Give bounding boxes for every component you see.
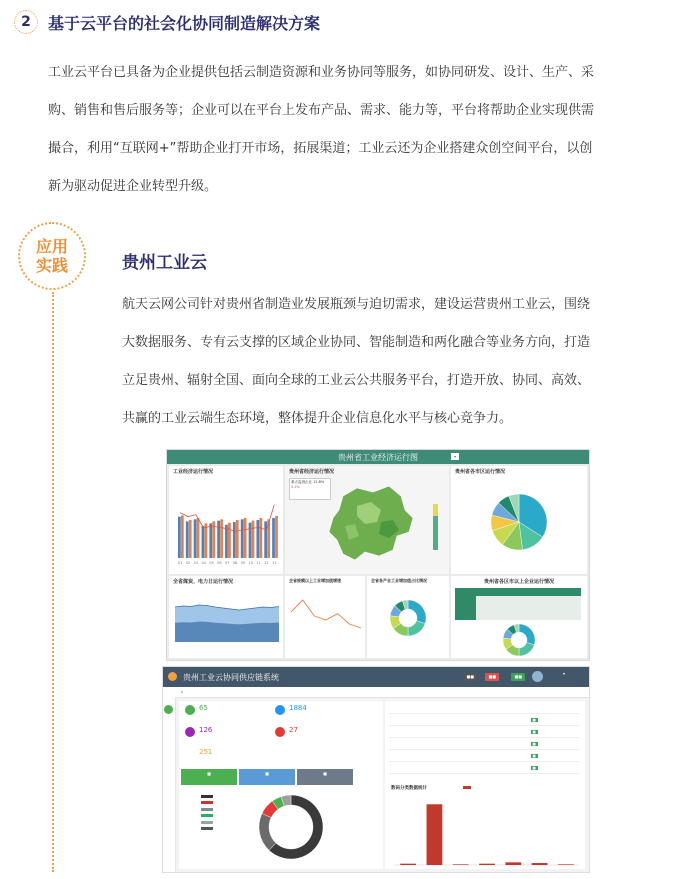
category-bar-chart <box>389 793 583 869</box>
table-cell <box>412 762 435 774</box>
table-cell <box>459 750 482 762</box>
table-cell <box>476 612 497 620</box>
table-cell <box>518 604 539 612</box>
table-row <box>389 714 579 726</box>
table-cell <box>482 762 505 774</box>
summary-tile[interactable]: ■ <box>297 769 353 785</box>
table-cell <box>459 714 482 726</box>
table-cell <box>389 750 412 762</box>
category-bar <box>453 864 469 865</box>
table-cell <box>412 750 435 762</box>
table-cell <box>412 738 435 750</box>
econ-tick-label: 05 <box>209 561 214 565</box>
chat-icon <box>185 705 195 715</box>
table-cell <box>505 762 528 774</box>
econ-tick-label: 08 <box>232 561 238 565</box>
industry-donut-chart <box>367 588 449 654</box>
intro-paragraph <box>48 54 648 206</box>
econ-bar <box>272 518 275 558</box>
donut-panel <box>367 576 449 658</box>
table-cell <box>455 604 476 612</box>
econ-bar <box>244 518 247 558</box>
table-cell <box>455 612 476 620</box>
econ-bar <box>202 526 205 558</box>
case-line: 大数据服务、专有云支撑的区域企业协同、智能制造和两化融合等业务方向，打造 <box>122 335 591 350</box>
pie-panel-title: 贵州省各市区运行情况 <box>455 469 506 475</box>
area-fill <box>175 622 279 642</box>
table-cell <box>436 705 459 714</box>
table-cell <box>389 726 412 738</box>
section-number: 2 <box>14 10 38 34</box>
supply-chain-dashboard-screenshot <box>162 666 590 873</box>
econ-bar <box>236 520 239 558</box>
donut-slice <box>519 642 534 656</box>
econ-bar <box>186 521 189 558</box>
econ-tick-label: 04 <box>201 561 206 565</box>
table-cell <box>497 612 518 620</box>
stat-value: 251 <box>199 748 213 756</box>
donut-slice <box>408 600 426 624</box>
summary-panel <box>179 701 383 869</box>
table-cell <box>560 604 581 612</box>
user-menu[interactable]: ▾ <box>562 671 565 676</box>
table-cell <box>389 762 412 774</box>
table-cell <box>505 714 528 726</box>
bar-chart-legend <box>463 785 472 789</box>
category-bar <box>558 864 574 865</box>
logo-icon <box>168 672 177 681</box>
table-cell <box>476 604 497 612</box>
table-row <box>455 588 581 596</box>
econ-bar <box>217 521 220 558</box>
map-info-value: 5.2% <box>291 485 300 489</box>
table-cell <box>482 726 505 738</box>
map-panel <box>285 466 449 574</box>
summary-tile[interactable]: ■ <box>239 769 295 785</box>
econ-bar <box>194 519 197 558</box>
table-cell <box>436 714 459 726</box>
pie-panel <box>451 466 587 574</box>
econ-panel-title: 工业经济运行情况 <box>173 469 214 475</box>
table-cell <box>539 596 560 604</box>
growth-line-chart <box>285 588 365 654</box>
row-action-button[interactable]: ■ <box>532 753 536 758</box>
table-cell <box>436 762 459 774</box>
province-map <box>285 466 449 574</box>
stat-value: 1884 <box>289 704 307 712</box>
row-action-button[interactable]: ■ <box>532 729 536 734</box>
stat-item <box>185 749 285 761</box>
dashboard-header <box>167 450 589 464</box>
badge-line-1: 应用 <box>35 237 68 256</box>
table-cell <box>459 762 482 774</box>
table-cell <box>476 596 497 604</box>
table-cell <box>505 705 528 714</box>
table-cell <box>389 705 412 714</box>
table-cell <box>518 612 539 620</box>
table-cell <box>497 604 518 612</box>
case-line: 立足贵州、辐射全国、面向全球的工业云公共服务平台，打造开放、协同、高效、 <box>122 373 591 388</box>
stat-value: 27 <box>289 726 298 734</box>
table-cell <box>518 588 539 596</box>
case-line: 共赢的工业云端生态环境，整体提升企业信息化水平与核心竞争力。 <box>122 411 513 426</box>
table-cell <box>529 750 580 762</box>
table-cell <box>497 588 518 596</box>
econ-tick-label: 10 <box>248 561 253 565</box>
category-bar <box>505 862 521 865</box>
side-rail <box>163 697 176 872</box>
econ-bar <box>233 522 236 558</box>
summary-tile[interactable]: ■ <box>181 769 237 785</box>
toolbar-button[interactable]: ■■ <box>463 673 477 681</box>
table-row <box>389 762 579 774</box>
table-panel <box>451 576 587 658</box>
stat-item <box>275 727 375 739</box>
power-area-chart <box>169 588 283 654</box>
table-cell <box>436 750 459 762</box>
table-row <box>389 750 579 762</box>
category-legend <box>201 793 214 832</box>
intro-line: 撮合，利用“互联网+”帮助企业打开市场，拓展渠道；工业云还为企业搭建众创空间平台，以创 <box>48 141 593 156</box>
table-cell <box>455 588 476 596</box>
user-icon <box>275 705 285 715</box>
orders-panel <box>385 701 585 869</box>
table-cell <box>459 738 482 750</box>
econ-tick-label: 13 <box>272 561 277 565</box>
case-title: 贵州工业云 <box>122 253 207 273</box>
table-cell <box>560 588 581 596</box>
table-cell <box>459 726 482 738</box>
area-panel-title: 全省煤炭、电力日运行情况 <box>173 579 234 585</box>
stat-item <box>185 727 285 739</box>
economy-dashboard-screenshot <box>166 449 590 661</box>
table-cell <box>412 705 435 714</box>
date-chip: ▾ <box>451 453 459 460</box>
row-action-button[interactable]: ■ <box>532 717 536 722</box>
table-cell <box>560 596 581 604</box>
badge-line-2: 实践 <box>35 256 68 275</box>
econ-bar <box>178 517 181 558</box>
toolbar-button[interactable]: ■■ <box>511 673 525 681</box>
econ-tick-label: 06 <box>217 561 222 565</box>
table-cell <box>412 726 435 738</box>
table-cell <box>412 714 435 726</box>
dashboard-header-title: 贵州省工业经济运行图 <box>338 452 418 462</box>
row-action-button[interactable]: ■ <box>532 765 536 770</box>
table-cell <box>518 596 539 604</box>
econ-bar <box>181 515 184 558</box>
econ-bar <box>209 523 212 558</box>
intro-line: 新为驱动促进企业转型升级。 <box>48 179 218 194</box>
econ-tick-label: 02 <box>185 561 191 565</box>
donut-slice <box>408 621 425 636</box>
avatar[interactable] <box>532 671 543 682</box>
region-table <box>455 588 581 620</box>
application-badge <box>18 222 86 290</box>
cart-icon <box>185 727 195 737</box>
category-donut-chart <box>247 789 337 869</box>
table-cell <box>560 612 581 620</box>
category-bar <box>479 864 495 865</box>
stat-value: 65 <box>199 704 208 712</box>
bar-chart-title: 数码分类数据统计 <box>391 786 427 791</box>
econ-tick-label: 03 <box>193 561 199 565</box>
econ-bar <box>241 519 244 558</box>
table-row <box>389 738 579 750</box>
table-cell <box>529 738 580 750</box>
econ-tick-label: 07 <box>224 561 230 565</box>
table-cell <box>539 612 560 620</box>
growth-line <box>291 600 361 628</box>
table-cell <box>529 762 580 774</box>
econ-bar <box>197 518 200 558</box>
table-cell <box>497 596 518 604</box>
table-cell <box>436 738 459 750</box>
table-cell <box>529 705 580 714</box>
table-cell <box>482 738 505 750</box>
econ-bar <box>264 521 267 558</box>
section-title: 基于云平台的社会化协同制造解决方案 <box>48 13 321 33</box>
econ-bar <box>275 516 278 558</box>
econ-tick-label: 12 <box>264 561 269 565</box>
econ-bar <box>259 518 262 558</box>
app-title: 贵州工业云协同供应链系统 <box>183 672 279 682</box>
econ-tick-label: 09 <box>240 561 246 565</box>
econ-panel <box>169 466 283 574</box>
orders-table <box>389 705 579 774</box>
table-row <box>455 612 581 620</box>
toolbar-button[interactable]: ■■ <box>485 673 499 681</box>
region-small-donut <box>451 620 587 660</box>
area-panel <box>169 576 283 658</box>
stat-item <box>275 705 375 717</box>
table-row <box>455 604 581 612</box>
econ-bar <box>256 520 259 558</box>
table-cell <box>482 714 505 726</box>
table-cell <box>505 726 528 738</box>
table-cell <box>482 705 505 714</box>
table-row <box>389 705 579 714</box>
stat-item <box>185 705 285 717</box>
menu-toggle-icon[interactable] <box>164 705 173 714</box>
region-pie-chart <box>451 480 587 572</box>
intro-line: 购、销售和售后服务等；企业可以在平台上发布产品、需求、能力等，平台将帮助企业实现供需 <box>48 103 595 118</box>
table-cell <box>476 588 497 596</box>
econ-bar <box>205 523 208 558</box>
table-panel-title: 贵州省各区市以上企业运行情况 <box>483 579 554 585</box>
table-cell <box>455 596 476 604</box>
table-cell <box>505 738 528 750</box>
donut-slice <box>519 624 535 645</box>
table-row <box>389 726 579 738</box>
econ-bar <box>225 525 228 558</box>
table-cell <box>505 750 528 762</box>
map-info-text: 重点监测企业 12.8% <box>291 480 325 484</box>
table-cell <box>459 705 482 714</box>
category-bar <box>427 804 443 865</box>
econ-bar <box>220 519 223 558</box>
app-topbar <box>163 667 589 687</box>
econ-bar <box>189 520 192 558</box>
intro-line: 工业云平台已具备为企业提供包括云制造资源和业务协同等服务，如协同研发、设计、生产、采 <box>48 65 595 80</box>
stat-value: 126 <box>199 726 213 734</box>
breadcrumb: ⌂ <box>163 687 589 698</box>
table-cell <box>539 604 560 612</box>
case-paragraph <box>122 286 642 438</box>
econ-tick-label: 01 <box>177 561 183 565</box>
econ-tick-label: 11 <box>256 561 261 565</box>
category-bar <box>400 864 416 865</box>
econ-bar <box>228 523 231 558</box>
table-cell <box>529 714 580 726</box>
line-panel-title: 全省规模以上工业增加值增速 <box>289 578 341 583</box>
heart-icon <box>275 727 285 737</box>
case-line: 航天云网公司针对贵州省制造业发展瓶颈与迫切需求，建设运营贵州工业云，围绕 <box>122 297 591 312</box>
map-panel-title: 贵州省经济运行情况 <box>289 469 335 475</box>
table-cell <box>389 738 412 750</box>
category-bar <box>532 863 548 865</box>
table-cell <box>436 726 459 738</box>
econ-bar-chart <box>169 480 283 570</box>
donut-panel-title: 全省各产业工业增加值占比情况 <box>371 578 427 583</box>
timeline-divider <box>52 292 54 872</box>
table-cell <box>529 726 580 738</box>
row-action-button[interactable]: ■ <box>532 741 536 746</box>
donut-slice <box>259 813 276 850</box>
table-cell <box>389 714 412 726</box>
econ-bar <box>249 523 252 558</box>
table-cell <box>539 588 560 596</box>
section-heading <box>14 10 320 34</box>
table-row <box>455 596 581 604</box>
line-panel <box>285 576 365 658</box>
table-cell <box>482 750 505 762</box>
econ-bar <box>252 521 255 558</box>
